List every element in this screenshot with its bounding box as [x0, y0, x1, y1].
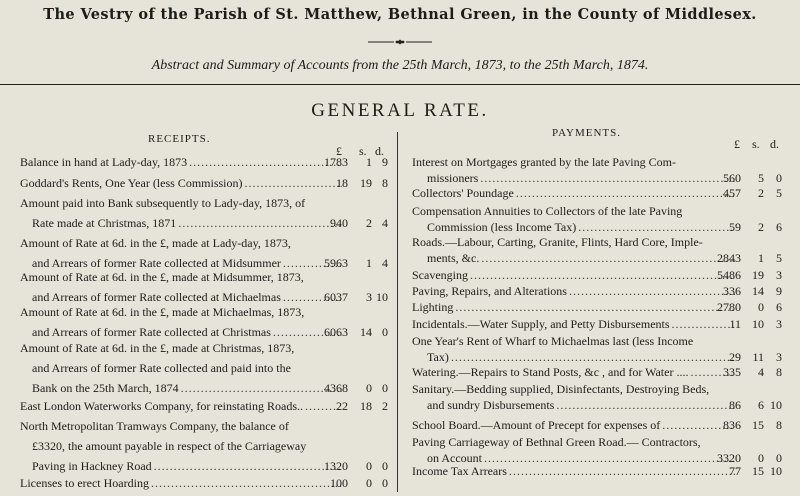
leader-dots	[569, 284, 735, 298]
receipts-line	[20, 341, 388, 361]
receipts-line	[20, 155, 388, 175]
shillings-amount: 15	[752, 464, 764, 478]
pounds-amount: 2780	[717, 300, 741, 314]
payments-line	[412, 220, 782, 236]
receipts-item-text: Amount paid into Bank subsequently to Lady-day, 1873, of	[20, 196, 306, 210]
shillings-amount: 0	[758, 300, 764, 314]
shillings-amount: 0	[366, 476, 372, 490]
shillings-amount: 19	[752, 268, 764, 282]
pence-amount: 3	[776, 268, 782, 282]
payments-line	[412, 204, 782, 220]
pence-amount: 6	[776, 300, 782, 314]
payments-item-label: Lighting	[412, 300, 454, 314]
pounds-amount: 86	[729, 398, 741, 412]
receipts-line	[20, 176, 388, 196]
payments-item-text	[412, 300, 735, 314]
pounds-amount: 836	[723, 418, 741, 432]
payments-item-label: Income Tax Arrears	[412, 464, 507, 478]
document-subtitle: Abstract and Summary of Accounts from the 25th March, 1873, to the 25th March, 1874.	[151, 58, 649, 73]
pounds-amount: 1783	[324, 155, 348, 169]
pence-amount: 9	[382, 155, 388, 169]
receipts-item-text: Amount of Rate at 6d. in the £, made at Christmas, 1873,	[20, 341, 295, 355]
payments-item-text: Compensation Annuities to Collectors of the late Paving	[412, 204, 683, 218]
receipts-item-text: and Arrears of former Rate collected and paid into the	[32, 361, 291, 375]
payments-item-text: Paving Carriageway of Bethnal Green Road.— Contractors,	[412, 435, 701, 449]
leader-dots	[481, 251, 735, 265]
payments-heading: PAYMENTS.	[552, 127, 622, 139]
receipts-item-text: North Metropolitan Tramways Company, the balance of	[20, 419, 289, 433]
payments-item-text	[427, 251, 735, 265]
receipts-pence-unit: d.	[375, 144, 384, 158]
payments-item-label: and sundry Disbursements	[427, 398, 555, 412]
shillings-amount: 1	[366, 256, 372, 270]
leader-dots	[484, 451, 735, 465]
payments-line	[412, 251, 782, 267]
pence-amount: 2	[382, 399, 388, 413]
pounds-amount: 77	[729, 464, 741, 478]
receipts-item-text	[32, 290, 342, 304]
leader-dots	[245, 176, 343, 190]
pence-amount: 0	[776, 171, 782, 185]
receipts-item-text	[20, 399, 342, 413]
payments-item-text	[412, 317, 735, 331]
receipts-item-label: and Arrears of former Rate collected at Midsummer	[32, 256, 281, 270]
shillings-amount: 0	[366, 459, 372, 473]
payments-line	[412, 435, 782, 451]
receipts-item-text	[32, 216, 342, 230]
payments-item-text	[427, 451, 735, 465]
leader-dots	[189, 155, 342, 169]
leader-dots	[578, 220, 735, 234]
payments-line	[412, 418, 782, 434]
shillings-amount: 1	[758, 251, 764, 265]
shillings-amount: 3	[366, 290, 372, 304]
payments-item-text	[412, 365, 735, 379]
pounds-amount: 336	[723, 284, 741, 298]
receipts-line	[20, 196, 388, 216]
receipts-line	[20, 216, 388, 236]
payments-item-label: School Board.—Amount of Precept for expenses of	[412, 418, 661, 432]
shillings-amount: 18	[360, 399, 372, 413]
receipts-item-text: Amount of Rate at 6d. in the £, made at Michaelmas, 1873,	[20, 305, 305, 319]
payments-item-label: Paving, Repairs, and Alterations	[412, 284, 567, 298]
pounds-amount: 59	[729, 220, 741, 234]
pence-amount: 9	[776, 284, 782, 298]
leader-dots	[154, 459, 342, 473]
payments-item-text	[412, 268, 735, 282]
receipts-line	[20, 399, 388, 419]
receipts-item-label: Bank on the 25th March, 1874	[32, 381, 179, 395]
payments-item-text	[427, 171, 735, 185]
shillings-amount: 19	[360, 176, 372, 190]
receipts-line	[20, 419, 388, 439]
leader-dots	[509, 464, 735, 478]
pounds-amount: 5963	[324, 256, 348, 270]
payments-item-text: Roads.—Labour, Carting, Granite, Flints, Hard Core, Imple-	[412, 235, 703, 249]
receipts-item-label: East London Waterworks Company, for reinstating Roads..	[20, 399, 303, 413]
shillings-amount: 5	[758, 171, 764, 185]
payments-item-text	[412, 464, 735, 478]
pence-amount: 3	[776, 317, 782, 331]
pounds-amount: 3320	[717, 451, 741, 465]
payments-line	[412, 464, 782, 480]
pence-amount: 0	[382, 325, 388, 339]
pounds-amount: 6063	[324, 325, 348, 339]
payments-item-label: Commission (less Income Tax)	[427, 220, 577, 234]
pence-amount: 10	[770, 398, 782, 412]
receipts-item-label: and Arrears of former Rate collected at Christmas	[32, 325, 271, 339]
column-divider	[397, 132, 398, 492]
pence-amount: 10	[376, 290, 388, 304]
receipts-item-text	[32, 459, 342, 473]
payments-line	[412, 300, 782, 316]
pence-amount: 10	[770, 464, 782, 478]
pounds-amount: 940	[330, 216, 348, 230]
pence-amount: 8	[776, 365, 782, 379]
receipts-shillings-unit: s.	[359, 144, 367, 158]
shillings-amount: 11	[752, 350, 764, 364]
pounds-amount: 457	[723, 186, 741, 200]
payments-item-label: Collectors' Poundage	[412, 186, 514, 200]
shillings-amount: 6	[758, 398, 764, 412]
payments-line	[412, 284, 782, 300]
receipts-line	[20, 439, 388, 459]
receipts-pounds-unit: £	[336, 144, 342, 158]
pounds-amount: 6037	[324, 290, 348, 304]
shillings-amount: 10	[752, 317, 764, 331]
pence-amount: 8	[382, 176, 388, 190]
leader-dots	[470, 268, 735, 282]
payments-item-label: Scavenging	[412, 268, 468, 282]
receipts-item-label: Rate made at Christmas, 1871	[32, 216, 177, 230]
leader-dots	[672, 317, 735, 331]
receipts-item-label: and Arrears of former Rate collected at Michaelmas	[32, 290, 281, 304]
payments-line	[412, 268, 782, 284]
pounds-amount: 1320	[324, 459, 348, 473]
pounds-amount: 335	[723, 365, 741, 379]
shillings-amount: 15	[752, 418, 764, 432]
pounds-amount: 5486	[717, 268, 741, 282]
receipts-item-label: Paving in Hackney Road	[32, 459, 152, 473]
receipts-line	[20, 361, 388, 381]
payments-item-label: missioners	[427, 171, 479, 185]
pounds-amount: 18	[336, 176, 348, 190]
ornament-rule	[368, 39, 432, 45]
payments-item-label: on Account	[427, 451, 482, 465]
payments-item-text	[427, 220, 735, 234]
receipts-line	[20, 476, 388, 496]
payments-line	[412, 334, 782, 350]
shillings-amount: 4	[758, 365, 764, 379]
payments-line	[412, 155, 782, 171]
receipts-line	[20, 305, 388, 325]
payments-line	[412, 186, 782, 202]
receipts-line	[20, 270, 388, 290]
header-rule	[0, 84, 800, 85]
receipts-item-text	[32, 256, 342, 270]
leader-dots	[516, 186, 735, 200]
receipts-item-text: £3320, the amount payable in respect of the Carriageway	[32, 439, 307, 453]
pence-amount: 0	[776, 451, 782, 465]
shillings-amount: 0	[366, 381, 372, 395]
payments-line	[412, 171, 782, 187]
payments-pence-unit: d.	[770, 137, 779, 151]
payments-item-text: Interest on Mortgages granted by the late Paving Com-	[412, 155, 676, 169]
leader-dots	[556, 398, 735, 412]
receipts-item-text	[20, 476, 342, 490]
pence-amount: 0	[382, 459, 388, 473]
payments-line	[412, 382, 782, 398]
document-title: The Vestry of the Parish of St. Matthew, Bethnal Green, in the County of Middlesex.	[43, 6, 757, 23]
pounds-amount: 29	[729, 350, 741, 364]
payments-pounds-unit: £	[734, 137, 740, 151]
payments-item-label: Watering.—Repairs to Stand Posts, &c , and for Water ....	[412, 365, 689, 379]
receipts-line	[20, 381, 388, 401]
pence-amount: 0	[382, 381, 388, 395]
payments-item-label: Incidentals.—Water Supply, and Petty Disbursements	[412, 317, 670, 331]
payments-line	[412, 365, 782, 381]
pence-amount: 3	[776, 350, 782, 364]
receipts-item-text: Amount of Rate at 6d. in the £, made at Lady-day, 1873,	[20, 236, 291, 250]
pounds-amount: 22	[336, 399, 348, 413]
payments-item-text	[412, 284, 735, 298]
payments-shillings-unit: s.	[752, 137, 760, 151]
leader-dots	[480, 171, 735, 185]
payments-line	[412, 317, 782, 333]
section-heading: GENERAL RATE.	[311, 100, 489, 121]
leader-dots	[181, 381, 342, 395]
leader-dots	[151, 476, 342, 490]
payments-line	[412, 235, 782, 251]
receipts-item-label: Balance in hand at Lady-day, 1873	[20, 155, 188, 169]
pounds-amount: 11	[729, 317, 741, 331]
payments-item-text	[427, 350, 735, 364]
receipts-item-label: Goddard's Rents, One Year (less Commission)	[20, 176, 243, 190]
pence-amount: 4	[382, 256, 388, 270]
payments-item-text	[412, 418, 735, 432]
payments-item-text	[427, 398, 735, 412]
leader-dots	[455, 300, 735, 314]
pounds-amount: 560	[723, 171, 741, 185]
receipts-item-text	[32, 381, 342, 395]
shillings-amount: 0	[758, 451, 764, 465]
payments-line	[412, 350, 782, 366]
pounds-amount: 100	[330, 476, 348, 490]
shillings-amount: 14	[360, 325, 372, 339]
payments-item-label: Tax)	[427, 350, 449, 364]
pence-amount: 5	[776, 186, 782, 200]
payments-item-label: ments, &c.	[427, 251, 480, 265]
pence-amount: 5	[776, 251, 782, 265]
pence-amount: 0	[382, 476, 388, 490]
leader-dots	[178, 216, 342, 230]
receipts-item-label: Licenses to erect Hoarding	[20, 476, 149, 490]
pence-amount: 4	[382, 216, 388, 230]
payments-item-text	[412, 186, 735, 200]
leader-dots	[451, 350, 735, 364]
pence-amount: 6	[776, 220, 782, 234]
payments-line	[412, 398, 782, 414]
receipts-item-text: Amount of Rate at 6d. in the £, made at Midsummer, 1873,	[20, 270, 304, 284]
receipts-item-text	[20, 176, 342, 190]
shillings-amount: 14	[752, 284, 764, 298]
receipts-item-text	[20, 155, 342, 169]
shillings-amount: 2	[366, 216, 372, 230]
shillings-amount: 1	[366, 155, 372, 169]
receipts-line	[20, 236, 388, 256]
pounds-amount: 4368	[324, 381, 348, 395]
shillings-amount: 2	[758, 186, 764, 200]
payments-item-text: One Year's Rent of Wharf to Michaelmas last (less Income	[412, 334, 694, 348]
shillings-amount: 2	[758, 220, 764, 234]
receipts-item-text	[32, 325, 342, 339]
pounds-amount: 2843	[717, 251, 741, 265]
receipts-heading: RECEIPTS.	[148, 133, 211, 145]
payments-item-text: Sanitary.—Bedding supplied, Disinfectants, Destroying Beds,	[412, 382, 710, 396]
pence-amount: 8	[776, 418, 782, 432]
